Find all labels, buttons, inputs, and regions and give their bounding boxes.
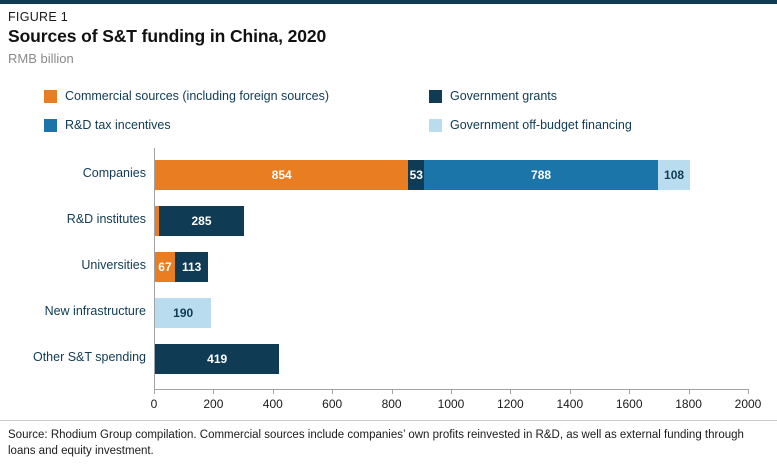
x-tick-7 [570, 389, 571, 394]
bar-value-companies-commercial: 854 [271, 168, 292, 182]
legend-item-government-grants [429, 89, 557, 103]
chart-legend [44, 86, 744, 142]
category-label-new-infrastructure: New infrastructure [44, 304, 146, 318]
footer-divider [0, 420, 777, 421]
source-note: Source: Rhodium Group compilation. Commercial sources include companies’ own profits reinvested in R&D, as well as external funding through loans and equity investment. [8, 429, 744, 457]
x-tick-label-8: 1600 [615, 397, 643, 411]
legend-swatch-commercial-sources [44, 90, 57, 103]
bar-value-companies-government-grants: 53 [409, 168, 423, 182]
bar-segment-rd-institutes-government-grants [159, 206, 244, 236]
x-tick-6 [510, 389, 511, 394]
bar-segment-universities-commercial [155, 252, 175, 282]
bar-segment-other-st-spending-government-grants [155, 344, 279, 374]
bar-value-companies-off-budget: 108 [664, 168, 685, 182]
bar-segment-companies-off-budget [658, 160, 690, 190]
legend-swatch-government-grants [429, 90, 442, 103]
table-row [155, 206, 244, 236]
x-tick-5 [451, 389, 452, 394]
figure-units-subtitle: RMB billion [8, 51, 74, 66]
bar-segment-companies-commercial [155, 160, 408, 190]
legend-item-government-off-budget-financing [429, 118, 632, 132]
x-tick-label-3: 600 [322, 397, 343, 411]
bar-value-universities-commercial: 67 [158, 260, 172, 274]
bar-segment-companies-government-grants [408, 160, 424, 190]
x-tick-0 [154, 389, 155, 394]
legend-label-rd-tax-incentives: R&D tax incentives [65, 118, 171, 132]
table-row [155, 298, 211, 328]
table-row [155, 160, 690, 190]
figure-label: FIGURE 1 [8, 10, 69, 24]
table-row [155, 252, 209, 282]
x-tick-2 [273, 389, 274, 394]
x-tick-label-1: 200 [203, 397, 224, 411]
legend-label-commercial-sources: Commercial sources (including foreign sources) [65, 89, 329, 103]
legend-item-commercial-sources [44, 89, 329, 103]
bar-value-rd-institutes-government-grants: 285 [191, 214, 212, 228]
x-tick-10 [748, 389, 749, 394]
x-tick-label-7: 1400 [556, 397, 584, 411]
bar-value-new-infrastructure-off-budget: 190 [173, 306, 194, 320]
x-tick-label-9: 1800 [675, 397, 702, 411]
legend-label-government-grants: Government grants [450, 89, 557, 103]
category-label-rd-institutes: R&D institutes [66, 212, 146, 226]
legend-item-rd-tax-incentives [44, 118, 171, 132]
category-label-universities: Universities [81, 258, 146, 272]
legend-swatch-rd-tax-incentives [44, 119, 57, 132]
x-tick-label-6: 1200 [497, 397, 524, 411]
stacked-bar-chart [8, 148, 769, 410]
x-tick-label-0: 0 [150, 397, 158, 411]
x-tick-label-10: 2000 [734, 397, 762, 411]
x-tick-label-2: 400 [262, 397, 283, 411]
bar-segment-new-infrastructure-off-budget [155, 298, 211, 328]
top-rule [0, 0, 777, 4]
x-tick-label-5: 1000 [437, 397, 465, 411]
legend-label-government-off-budget-financing: Government off-budget financing [450, 118, 632, 132]
x-tick-label-4: 800 [381, 397, 402, 411]
bar-value-universities-government-grants: 113 [182, 260, 202, 274]
legend-swatch-government-off-budget-financing [429, 119, 442, 132]
x-tick-9 [689, 389, 690, 394]
bar-value-companies-rd-tax-incentives: 788 [531, 168, 552, 182]
x-tick-3 [332, 389, 333, 394]
bar-segment-universities-government-grants [175, 252, 209, 282]
category-label-companies: Companies [82, 166, 146, 180]
page-title: Sources of S&T funding in China, 2020 [8, 26, 327, 46]
category-label-other-st-spending: Other S&T spending [32, 350, 146, 364]
bar-value-other-st-spending-government-grants: 419 [207, 352, 228, 366]
bar-segment-companies-rd-tax-incentives [424, 160, 658, 190]
x-tick-1 [213, 389, 214, 394]
table-row [155, 344, 279, 374]
x-tick-4 [392, 389, 393, 394]
x-tick-8 [629, 389, 630, 394]
